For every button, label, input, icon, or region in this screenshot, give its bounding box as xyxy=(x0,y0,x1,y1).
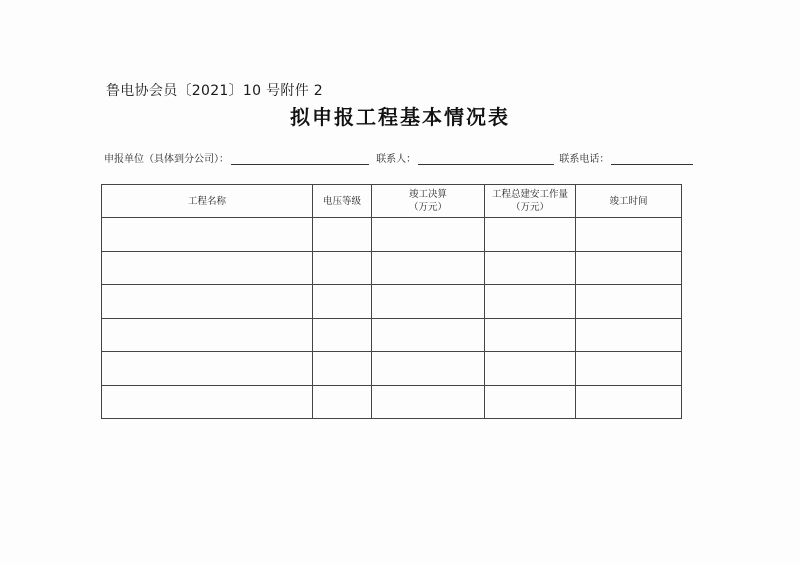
cell-construction-workload[interactable] xyxy=(485,318,576,352)
table-row xyxy=(102,385,682,419)
table-row xyxy=(102,218,682,252)
cell-final-accounts[interactable] xyxy=(372,285,485,319)
contact-label: 联系人： xyxy=(376,154,417,165)
cell-final-accounts[interactable] xyxy=(372,352,485,386)
cell-completion-time[interactable] xyxy=(576,218,682,252)
cell-voltage-level[interactable] xyxy=(313,251,372,285)
phone-field[interactable] xyxy=(611,152,693,165)
cell-construction-workload[interactable] xyxy=(485,251,576,285)
contact-field[interactable] xyxy=(418,152,554,165)
cell-final-accounts[interactable] xyxy=(372,218,485,252)
project-info-table xyxy=(101,184,682,419)
cell-construction-workload[interactable] xyxy=(485,352,576,386)
table-row xyxy=(102,352,682,386)
cell-completion-time[interactable] xyxy=(576,385,682,419)
phone-label: 联系电话： xyxy=(559,154,610,165)
document-reference: 鲁电协会员〔2021〕10 号附件 2 xyxy=(106,83,323,99)
cell-project-name[interactable] xyxy=(102,285,313,319)
cell-final-accounts[interactable] xyxy=(372,385,485,419)
header-final-accounts: 竣工决算 （万元） xyxy=(372,185,485,218)
header-construction-workload: 工程总建安工作量 （万元） xyxy=(485,185,576,218)
cell-voltage-level[interactable] xyxy=(313,218,372,252)
cell-voltage-level[interactable] xyxy=(313,285,372,319)
table-row xyxy=(102,285,682,319)
cell-construction-workload[interactable] xyxy=(485,285,576,319)
cell-voltage-level[interactable] xyxy=(313,352,372,386)
cell-completion-time[interactable] xyxy=(576,285,682,319)
unit-field[interactable] xyxy=(231,152,369,165)
cell-construction-workload[interactable] xyxy=(485,218,576,252)
cell-project-name[interactable] xyxy=(102,251,313,285)
cell-completion-time[interactable] xyxy=(576,352,682,386)
cell-completion-time[interactable] xyxy=(576,251,682,285)
header-project-name: 工程名称 xyxy=(102,185,313,218)
cell-voltage-level[interactable] xyxy=(313,318,372,352)
cell-final-accounts[interactable] xyxy=(372,251,485,285)
table-row xyxy=(102,318,682,352)
cell-project-name[interactable] xyxy=(102,318,313,352)
cell-project-name[interactable] xyxy=(102,352,313,386)
cell-construction-workload[interactable] xyxy=(485,385,576,419)
table-row xyxy=(102,251,682,285)
cell-final-accounts[interactable] xyxy=(372,318,485,352)
cell-project-name[interactable] xyxy=(102,218,313,252)
cell-project-name[interactable] xyxy=(102,385,313,419)
header-completion-time: 竣工时间 xyxy=(576,185,682,218)
cell-voltage-level[interactable] xyxy=(313,385,372,419)
unit-label: 申报单位（具体到分公司）： xyxy=(104,154,229,165)
header-voltage-level: 电压等级 xyxy=(313,185,372,218)
form-title: 拟申报工程基本情况表 xyxy=(290,105,510,129)
table-header-row xyxy=(102,185,682,218)
cell-completion-time[interactable] xyxy=(576,318,682,352)
applicant-info-line xyxy=(104,150,684,165)
